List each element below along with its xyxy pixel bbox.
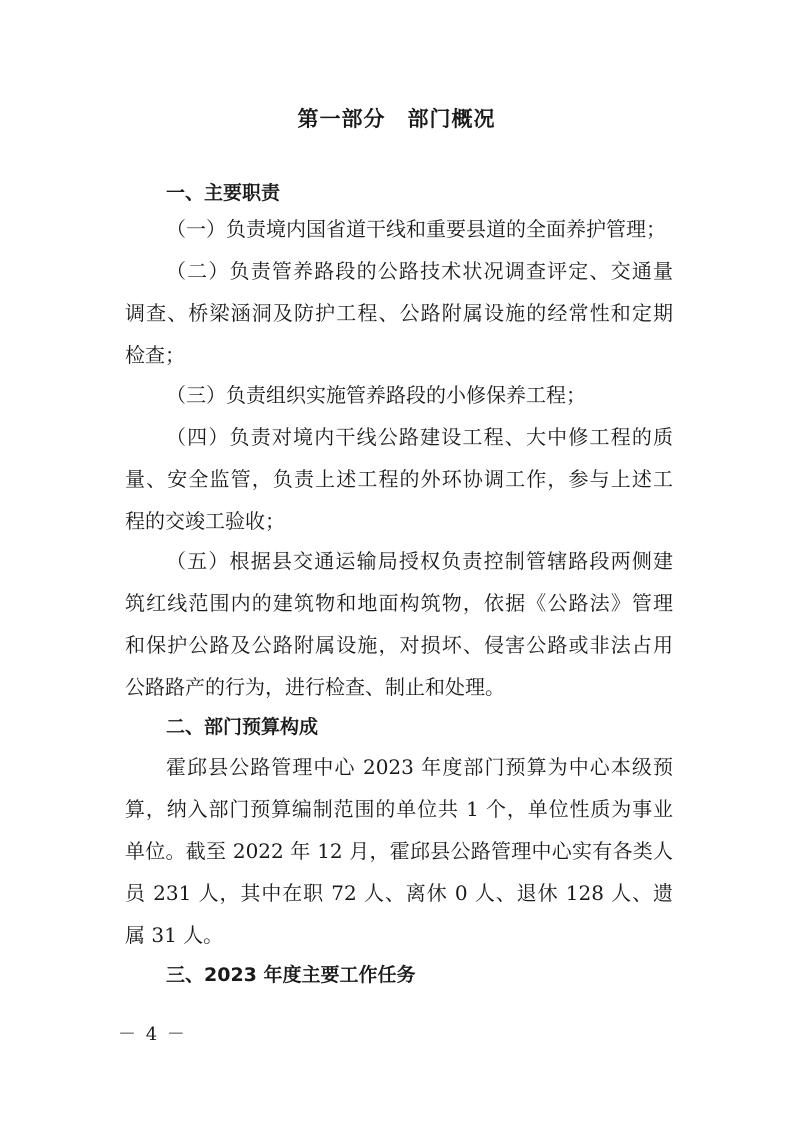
paragraph-line: （一）负责境内国省道干线和重要县道的全面养护管理； (166, 217, 666, 241)
paragraph-line: 霍邱县公路管理中心 2023 年度部门预算为中心本级预 (166, 755, 673, 779)
paragraph-line: 筑红线范围内的建筑物和地面构筑物，依据《公路法》管理 (125, 591, 673, 615)
paragraph-line: （二）负责管养路段的公路技术状况调查评定、交通量 (166, 259, 673, 283)
section-heading-budget: 二、部门预算构成 (166, 716, 319, 738)
page-title: 第一部分 部门概况 (297, 107, 496, 131)
paragraph-line: 量、安全监管，负责上述工程的外环协调工作，参与上述工 (125, 467, 673, 491)
paragraph-line: （三）负责组织实施管养路段的小修保养工程； (166, 383, 586, 407)
paragraph-line: 程的交竣工验收； (125, 509, 285, 533)
paragraph-line: 检查； (125, 343, 185, 367)
section-heading-duties: 一、主要职责 (166, 182, 281, 204)
section-heading-tasks: 三、2023 年度主要工作任务 (166, 964, 416, 986)
paragraph-line: （五）根据县交通运输局授权负责控制管辖路段两侧建 (166, 549, 673, 573)
paragraph-line: （四）负责对境内干线公路建设工程、大中修工程的质 (166, 425, 673, 449)
paragraph-line: 调查、桥梁涵洞及防护工程、公路附属设施的经常性和定期 (125, 301, 673, 325)
paragraph-line: 和保护公路及公路附属设施，对损坏、侵害公路或非法占用 (125, 633, 673, 657)
paragraph-line: 属 31 人。 (125, 923, 224, 947)
paragraph-line: 员 231 人，其中在职 72 人、离休 0 人、退休 128 人、遗 (125, 881, 673, 905)
paragraph-line: 单位。截至 2022 年 12 月，霍邱县公路管理中心实有各类人 (125, 839, 673, 863)
paragraph-line: 公路路产的行为，进行检查、制止和处理。 (125, 675, 505, 699)
paragraph-line: 算，纳入部门预算编制范围的单位共 1 个，单位性质为事业 (125, 797, 673, 821)
page-number: － 4 － (118, 1024, 187, 1045)
